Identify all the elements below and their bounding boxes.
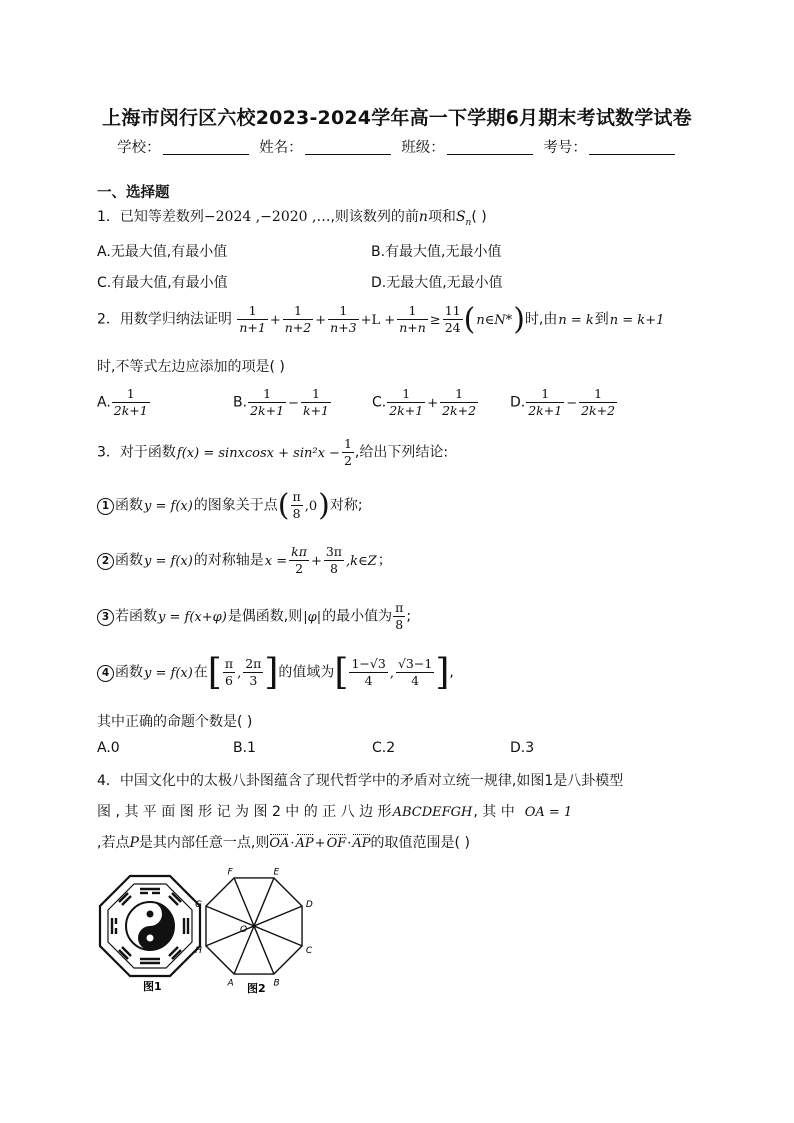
- question-3-stem: [97, 436, 448, 469]
- vertex-label-b: B: [273, 978, 280, 989]
- vertex-label-d: D: [305, 900, 313, 911]
- q3-statement-2: 2 函数y = f(x)的对称轴是x = $\frac{k\pi}{2}$ + $\frac{3\pi}{8}$ ,k∈Z；: [97, 544, 392, 577]
- q1-text-b: ,则该数列的前: [330, 209, 419, 225]
- q1-sequence: −2024 ,−2020 ,…: [203, 209, 331, 225]
- q2-option-b[interactable]: B. $\frac{1}{2k+1}$ − $\frac{1}{k+1}$: [233, 386, 329, 418]
- q2-option-a[interactable]: A. $\frac{1}{2k+1}$: [97, 386, 148, 418]
- figure-2-caption: 图2: [247, 982, 266, 995]
- vertex-label-e: E: [273, 867, 280, 878]
- q2-condition: n∈N*: [476, 312, 513, 328]
- name-label: 姓名：: [259, 140, 303, 156]
- circled-number-1: 1: [97, 498, 114, 515]
- circled-number-4: 4: [97, 665, 114, 682]
- yin-dot: [147, 911, 154, 918]
- regular-octagon: [206, 878, 302, 974]
- vertex-label-g: G: [195, 900, 203, 911]
- q1-n: n: [418, 209, 428, 225]
- bagua-figure: [96, 874, 204, 994]
- q3-half: $\frac{1}{2}$: [343, 436, 352, 468]
- q2-ge: ≥: [429, 312, 441, 328]
- exam-number-label: 考号：: [543, 140, 587, 156]
- question-2-stem: 2．用数学归纳法证明 $\frac{1}{n+1}$ + $\frac{1}{n+2}$ + $\frac{1}{n+3}$ +L + $\frac{1}{n+n}$ ≥ $\frac{11}{24}$ (n∈N*)时,由n = k到n = k+1: [97, 302, 665, 337]
- school-blank: [163, 140, 249, 155]
- q2-text-a: 2．用数学归纳法证明: [97, 311, 232, 328]
- question-4-line2: 图 , 其 平 面 图 形 记 为 图 2 中 的 正 八 边 形ABCDEFGH, 其 中 OA = 1: [97, 804, 573, 820]
- q3-text-a: 3．对于函数: [97, 444, 176, 461]
- vertex-label-a: A: [227, 978, 234, 989]
- q3-question: 其中正确的命题个数是( ): [97, 714, 253, 730]
- q1-s: S: [455, 209, 466, 225]
- q2-ellipsis: +L +: [360, 312, 396, 328]
- q1-text-a: 1．已知等差数列: [97, 209, 204, 225]
- q3-option-b[interactable]: B.1: [233, 740, 256, 756]
- circled-number-2: 2: [97, 553, 114, 570]
- octagon-figure: [194, 868, 312, 998]
- q2-frac-1: $\frac{1}{n+1}$: [239, 303, 266, 335]
- q1-s-sub: n: [465, 217, 472, 228]
- q1-option-c[interactable]: C.有最大值,有最小值: [97, 275, 228, 291]
- question-4-line3: ,若点P是其内部任意一点,则OA·AP+OF·AP的取值范围是( ): [97, 835, 470, 851]
- student-info-row: [0, 136, 794, 157]
- q2-text-c: 到: [594, 311, 609, 328]
- q3-function: f(x) = sinxcosx + sin²x −: [176, 445, 340, 461]
- q3-statement-1: 1 函数y = f(x)的图象关于点( $\frac{\pi}{8}$ ,0)对称;: [97, 488, 363, 523]
- q2-option-c[interactable]: C. $\frac{1}{2k+1}$ + $\frac{1}{2k+2}$: [372, 386, 477, 418]
- q2-frac-4: $\frac{1}{n+n}$: [399, 303, 426, 335]
- exam-number-blank: [589, 140, 675, 155]
- q1-option-b[interactable]: B.有最大值,无最小值: [371, 244, 502, 260]
- vertex-label-f: F: [227, 867, 233, 878]
- q2-from: n = k: [558, 312, 594, 328]
- q2-text-b: 时,由: [524, 311, 558, 328]
- q1-text-c: 项和: [427, 209, 456, 225]
- q1-option-d[interactable]: D.无最大值,无最小值: [371, 275, 503, 291]
- q1-text-d: ( ): [471, 209, 487, 225]
- q3-statement-4: 4 函数y = f(x)在[ $\frac{\pi}{6}$ , $\frac{2\pi}{3}$ ]的值域为[ $\frac{1-√3}{4}$ , $\frac{√3-1}{4}$ ],: [97, 652, 454, 693]
- question-2-stem-line2: 时,不等式左边应添加的项是( ): [97, 359, 285, 375]
- q3-option-a[interactable]: A.0: [97, 740, 120, 756]
- center-label: O: [240, 925, 248, 935]
- q2-option-d[interactable]: D. $\frac{1}{2k+1}$ − $\frac{1}{2k+2}$: [510, 386, 616, 418]
- page-title: 上海市闵行区六校2023-2024学年高一下学期6月期末考试数学试卷: [102, 107, 692, 129]
- figure-1-caption: 图1: [143, 980, 162, 993]
- q3-text-b: ,给出下列结论:: [354, 444, 449, 461]
- circled-number-3: 3: [97, 609, 114, 626]
- q1-option-a[interactable]: A.无最大值,有最小值: [97, 244, 228, 260]
- question-4-line1: 4．中国文化中的太极八卦图蕴含了现代哲学中的矛盾对立统一规律,如图1是八卦模型: [97, 773, 624, 789]
- q2-frac-3: $\frac{1}{n+3}$: [330, 303, 357, 335]
- class-blank: [447, 140, 533, 155]
- q3-option-d[interactable]: D.3: [510, 740, 535, 756]
- class-label: 班级：: [401, 140, 445, 156]
- yang-dot: [147, 935, 154, 942]
- question-1-stem: [97, 206, 487, 228]
- school-label: 学校：: [117, 140, 161, 156]
- vertex-label-h: H: [195, 945, 202, 956]
- section-heading: 一、选择题: [97, 185, 170, 201]
- name-blank: [305, 140, 391, 155]
- q2-to: n = k+1: [609, 312, 665, 328]
- q2-frac-2: $\frac{1}{n+2}$: [284, 303, 312, 335]
- q3-option-c[interactable]: C.2: [372, 740, 396, 756]
- octagon-vertex-labels: [195, 868, 313, 989]
- vertex-label-c: C: [305, 945, 313, 956]
- q2-frac-5: $\frac{11}{24}$: [444, 303, 461, 335]
- q3-statement-3: 3 若函数y = f(x+φ)是偶函数,则|φ|的最小值为 $\frac{\pi}{8}$ ;: [97, 600, 411, 633]
